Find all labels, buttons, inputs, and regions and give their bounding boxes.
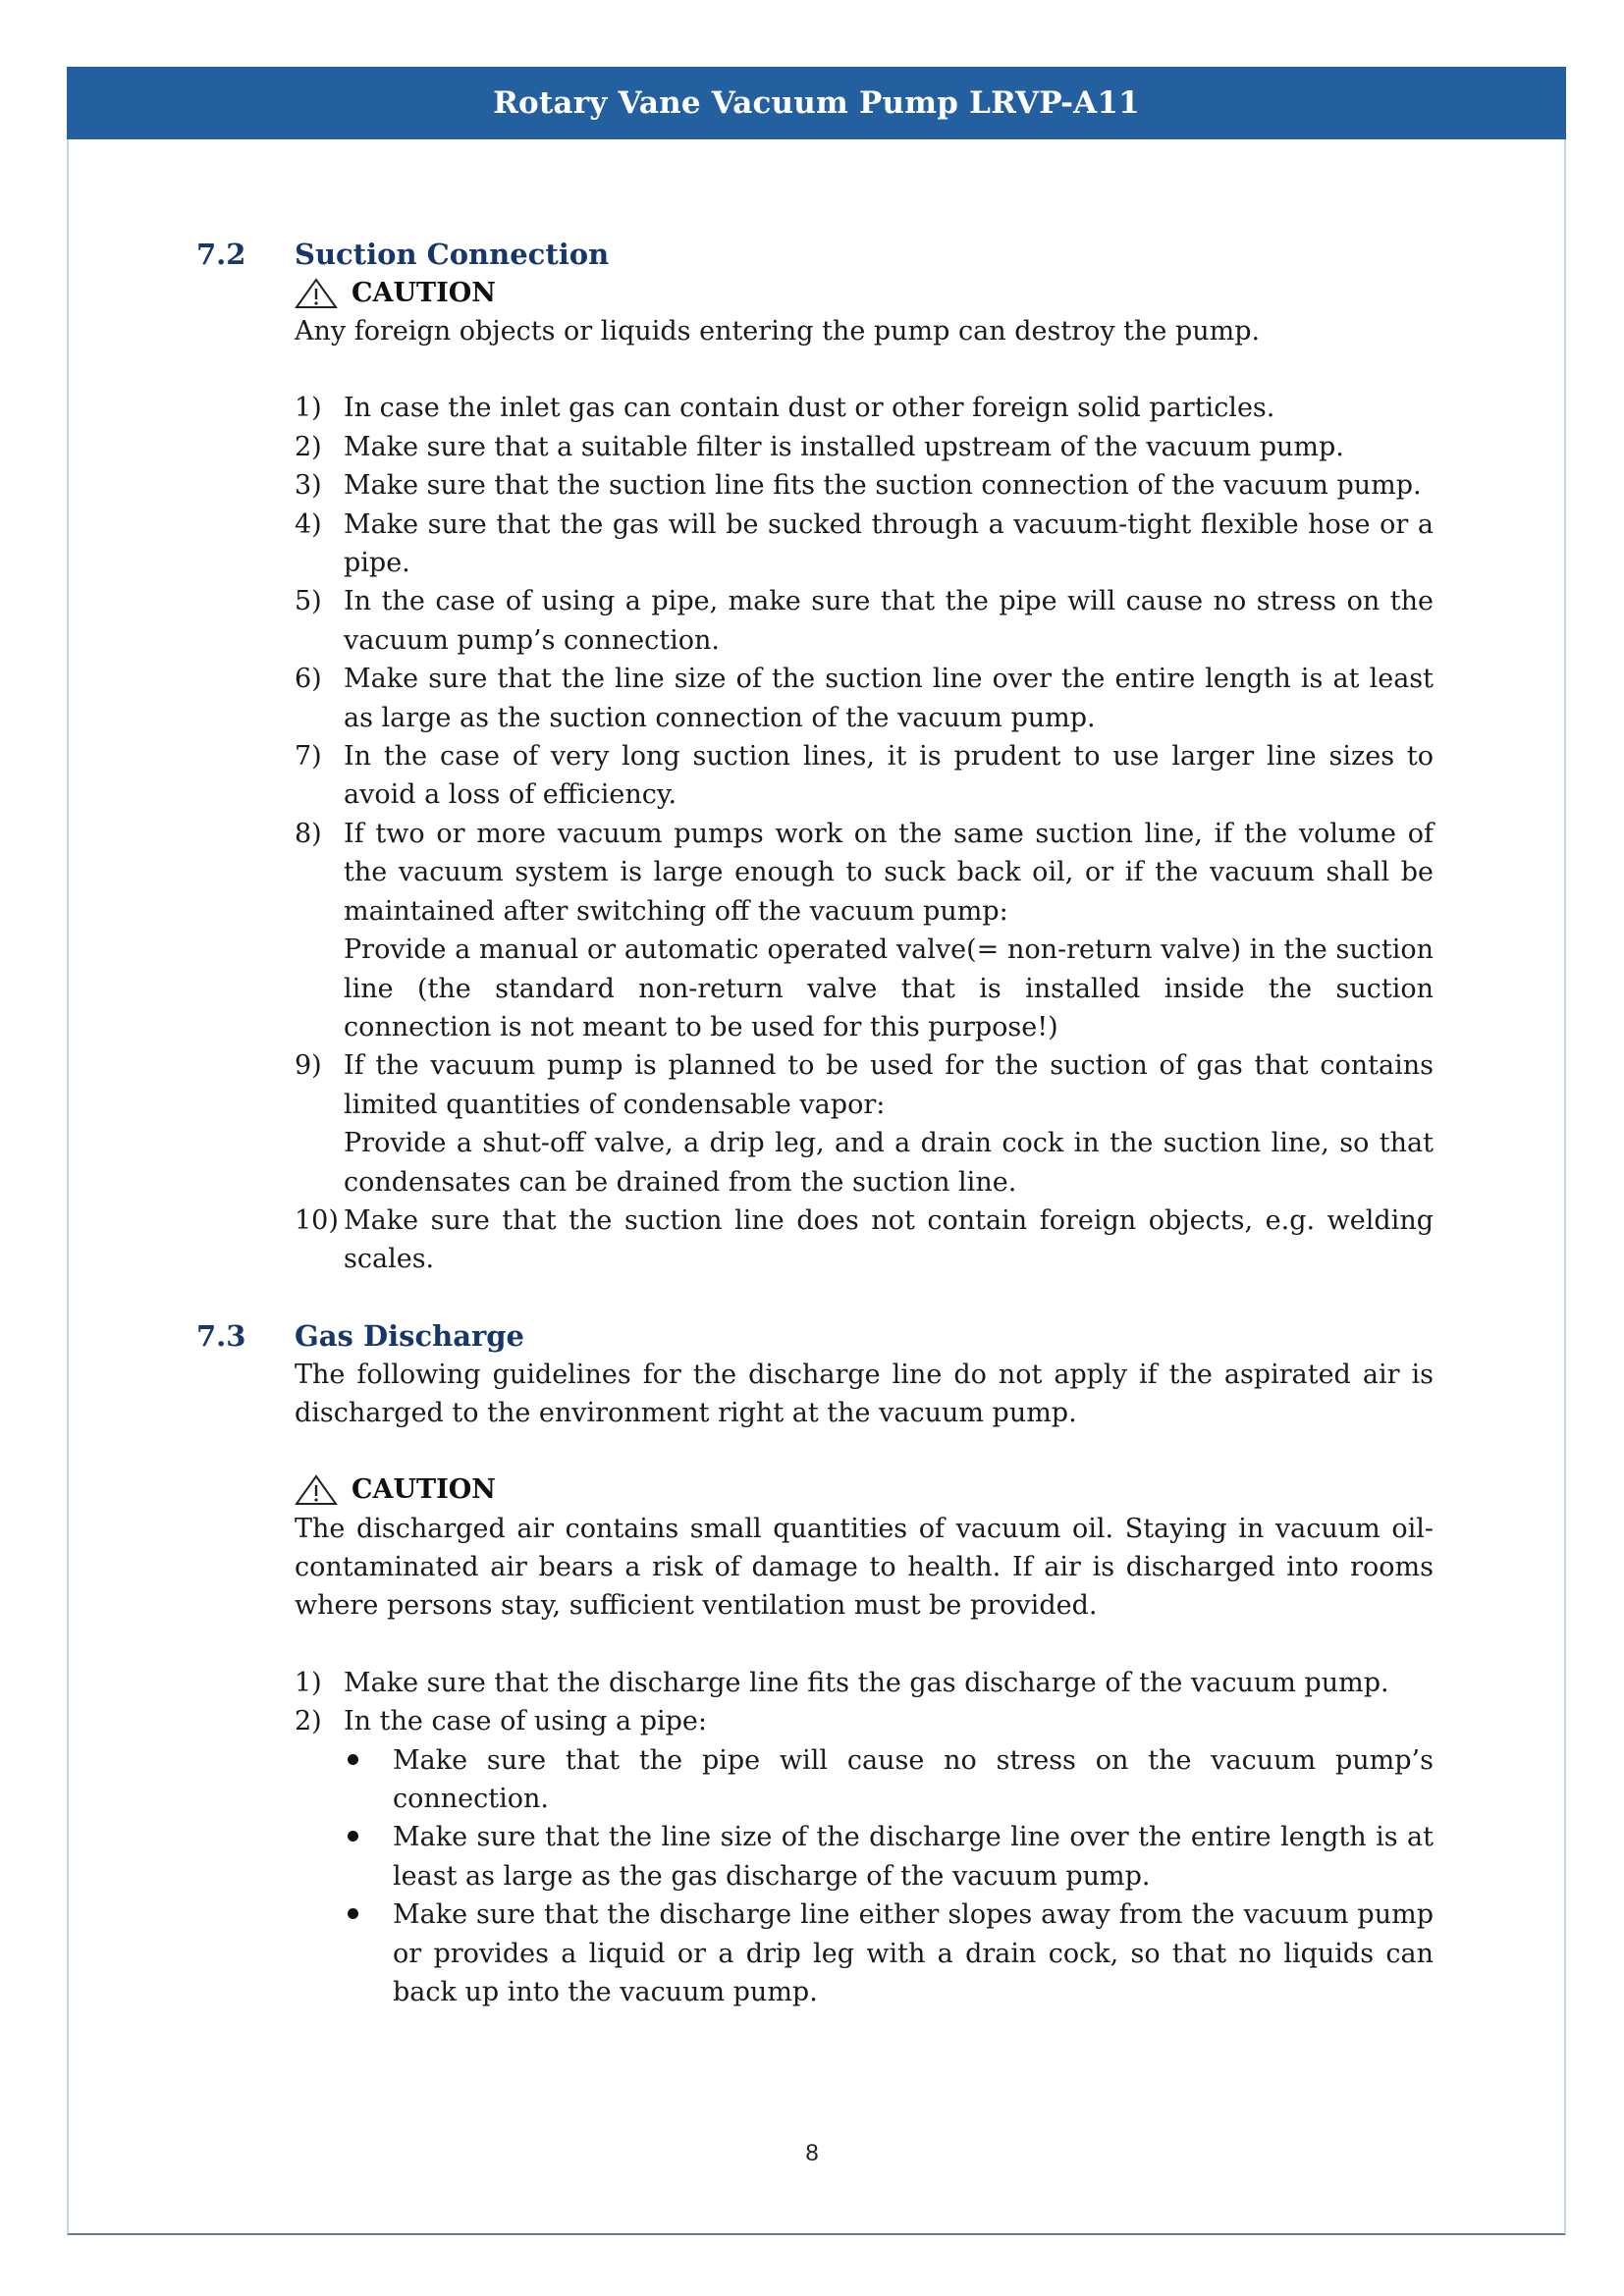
section-heading-7-3 (196, 1317, 1434, 1356)
warning-triangle-icon (295, 1474, 338, 1506)
suction-steps-list (295, 389, 1434, 1278)
section-body-7-2 (295, 274, 1434, 1279)
section-number: 7.2 (196, 238, 246, 271)
list-item: 3) Make sure that the suction line fits the suction connection of the vacuum pump. (295, 470, 1422, 502)
caution-text: Any foreign objects or liquids entering the pump can destroy the pump. (295, 316, 1261, 347)
list-item: 7) In the case of very long suction lines, it is prudent to use larger line sizes to avoid a loss of efficiency. (295, 741, 1434, 811)
bullet-icon (348, 1908, 358, 1919)
caution-notice (295, 1471, 1434, 1510)
bullet-item: Make sure that the line size of the discharge line over the entire length is at least as large as the gas discharge of the vacuum pump. (344, 1818, 1434, 1896)
section-intro: The following guidelines for the discharge line do not apply if the aspirated air is discharged to the environment right at the vacuum pump. (295, 1359, 1434, 1429)
section-number: 7.3 (196, 1318, 246, 1353)
bullet-icon (348, 1754, 358, 1765)
bullet-icon (348, 1831, 358, 1842)
list-item: 4) Make sure that the gas will be sucked through a vacuum-tight flexible hose or a pipe. (295, 508, 1434, 579)
bullet-item: Make sure that the discharge line either slopes away from the vacuum pump or provides a liquid or a drip leg with a drain cock, so that no liquids can back up into the vacuum pump. (344, 1896, 1434, 2011)
list-item: 2) Make sure that a suitable filter is installed upstream of the vacuum pump. (295, 431, 1344, 462)
list-item: 1) Make sure that the discharge line fits the gas discharge of the vacuum pump. (295, 1667, 1389, 1698)
caution-label: CAUTION (352, 1474, 496, 1506)
caution-notice (295, 274, 1434, 312)
section-heading-7-2 (196, 236, 1434, 274)
list-item: 8) If two or more vacuum pumps work on the same suction line, if the volume of the vacuum system is large enough to suck back oil, or if the vacuum shall be maintained after switching off the vacuum pump: Provide a manual or automatic operated valve(= non-return valve) in the suction line (the standard non-return valve that is installed inside the suction connection is not meant to be used for this purpose!) (295, 818, 1434, 1042)
caution-label: CAUTION (352, 277, 496, 308)
document-title: Rotary Vane Vacuum Pump LRVP-A11 (493, 85, 1140, 121)
pipe-bullet-list (344, 1741, 1434, 2012)
bullet-item: Make sure that the pipe will cause no stress on the vacuum pump’s connection. (344, 1741, 1434, 1819)
list-item: 6) Make sure that the line size of the suction line over the entire length is at least as large as the suction connection of the vacuum pump. (295, 664, 1434, 733)
list-item: 9) If the vacuum pump is planned to be used for the suction of gas that contains limited quantities of condensable vapor: Provide a shut-off valve, a drip leg, and a drain cock in the suction line, so that condensates can be drained from the suction line. (295, 1050, 1434, 1198)
section-title: Suction Connection (295, 238, 610, 271)
discharge-steps-list (295, 1664, 1434, 1741)
header-bar (67, 67, 1566, 139)
section-body-7-3 (295, 1356, 1434, 2012)
warning-triangle-icon (295, 278, 338, 309)
list-item: 1) In case the inlet gas can contain dust or other foreign solid particles. (295, 393, 1275, 424)
page-content (196, 236, 1434, 2011)
list-item: 2) In the case of using a pipe: (295, 1706, 707, 1737)
section-title: Gas Discharge (295, 1318, 525, 1353)
list-item: 5) In the case of using a pipe, make sure that the pipe will cause no stress on the vacuum pump’s connection. (295, 586, 1434, 656)
list-item: 10) Make sure that the suction line does not contain foreign objects, e.g. welding scales. (295, 1204, 1434, 1275)
page-number: 8 (805, 2140, 819, 2166)
caution-text: The discharged air contains small quantities of vacuum oil. Staying in vacuum oil-contaminated air bears a risk of damage to health. If air is discharged into rooms where persons stay, sufficient ventilation must be provided. (295, 1513, 1434, 1622)
